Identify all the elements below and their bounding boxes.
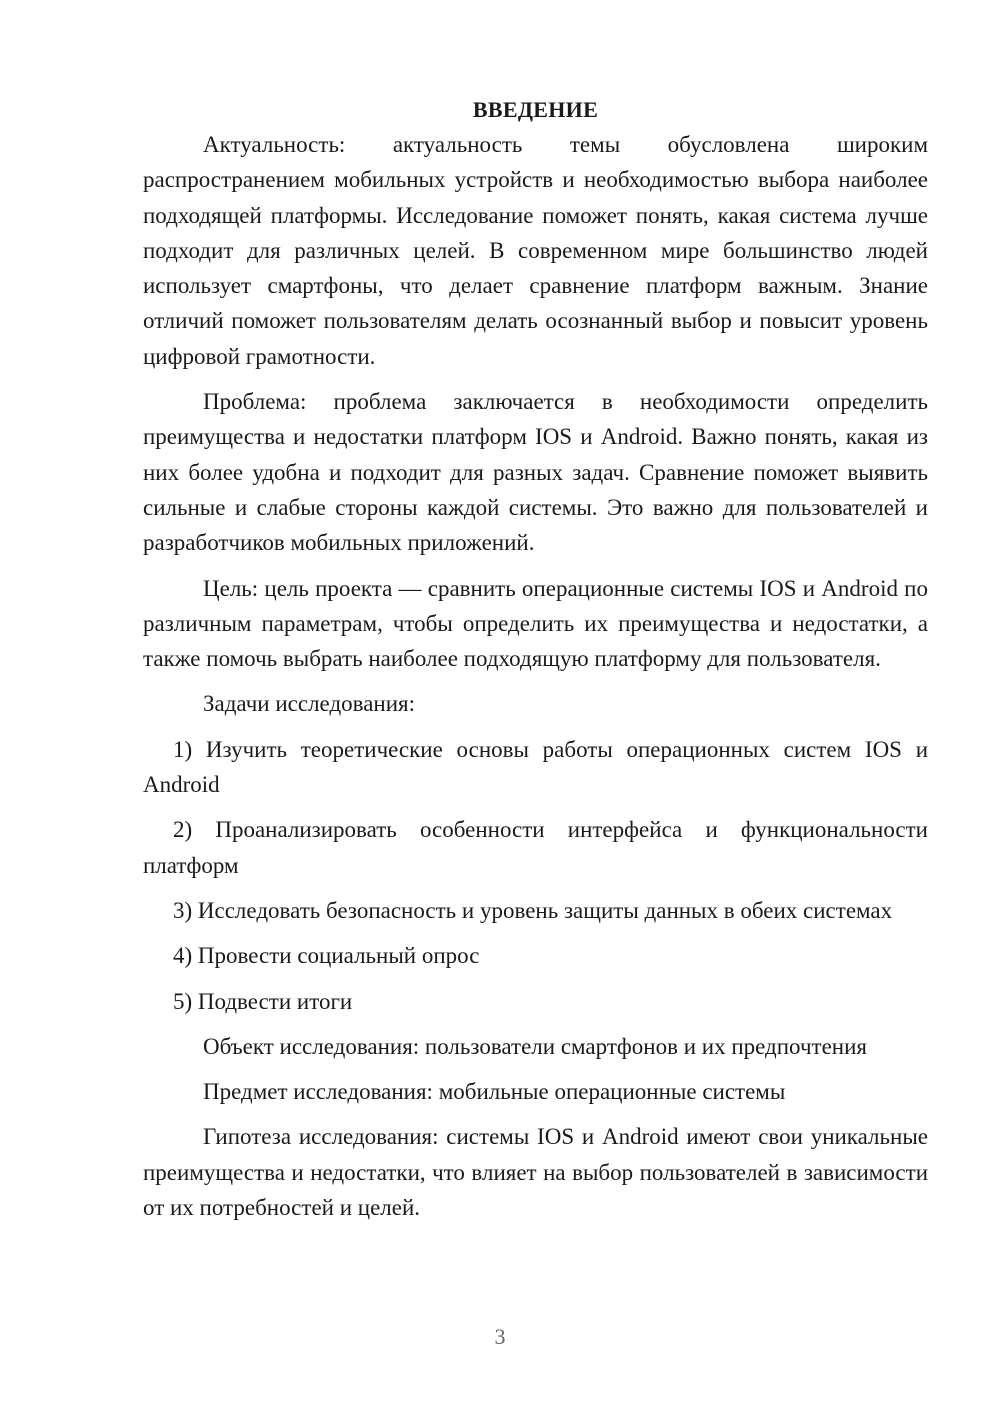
task-item-3: 3) Исследовать безопасность и уровень защиты данных в обеих системах: [173, 897, 893, 923]
task-item-4: 4) Провести социальный опрос: [173, 943, 480, 969]
paragraph-object: Объект исследования: пользователи смартфонов и их предпочтения: [203, 1033, 867, 1059]
document-page: [143, 92, 928, 1235]
page-title: ВВЕДЕНИЕ: [472, 97, 599, 122]
paragraph-problem: Проблема: проблема заключается в необходимости определить преимущества и недостатки платформ IOS и Android. Важно понять, какая из них более удобна и подходит для разных задач. Сравнение поможет выявить сильные и слабые стороны каждой системы. Это важно для пользователей и разработчиков мобильных приложений.: [143, 389, 928, 556]
paragraph-goal: Цель: цель проекта — сравнить операционные системы IOS и Android по различным параметрам, чтобы определить их преимущества и недостатки, а также помочь выбрать наиболее подходящую платформу для пользователя.: [143, 575, 928, 672]
tasks-heading: Задачи исследования:: [203, 691, 416, 717]
paragraph-subject: Предмет исследования: мобильные операционные системы: [203, 1079, 786, 1105]
task-item-2: 2) Проанализировать особенности интерфейса и функциональности платформ: [143, 817, 928, 878]
task-item-5: 5) Подвести итоги: [173, 988, 353, 1014]
paragraph-relevance: Актуальность: актуальность темы обусловлена широким распространением мобильных устройств и необходимостью выбора наиболее подходящей платформы. Исследование поможет понять, какая система лучше подходит для различных целей. В современном мире большинство людей использует смартфоны, что делает сравнение платформ важным. Знание отличий поможет пользователям делать осознанный выбор и повысит уровень цифровой грамотности.: [143, 132, 928, 369]
task-item-1: 1) Изучить теоретические основы работы операционных систем IOS и Android: [143, 736, 928, 798]
page-number: 3: [494, 1324, 506, 1349]
paragraph-hypothesis: Гипотеза исследования: системы IOS и Android имеют свои уникальные преимущества и недостатки, что влияет на выбор пользователей в зависимости от их потребностей и целей.: [143, 1124, 928, 1221]
